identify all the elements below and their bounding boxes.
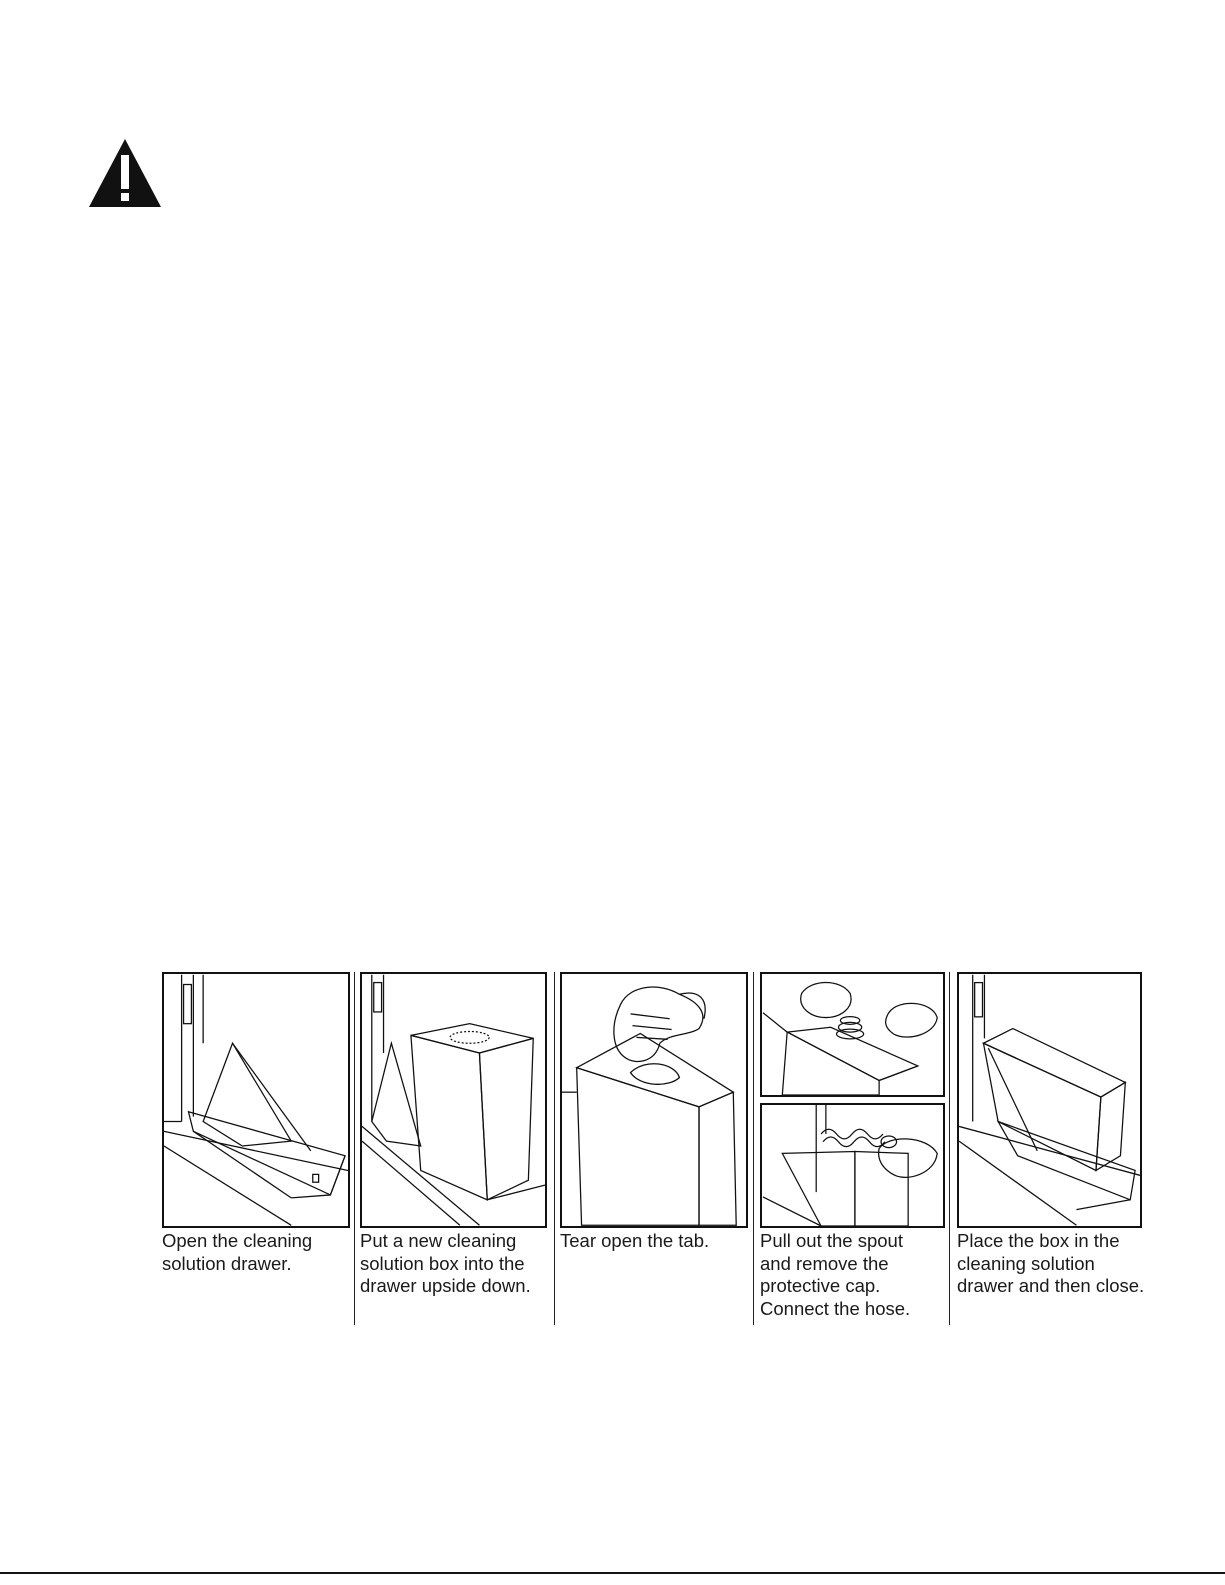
page-bottom-rule [0, 1572, 1225, 1574]
tear-tab-illustration [560, 972, 748, 1228]
step-caption: Pull out the spout and remove the protective cap. Connect the hose. [760, 1230, 911, 1319]
step-divider [753, 972, 754, 1325]
step-divider [554, 972, 555, 1325]
insert-box-illustration [360, 972, 547, 1228]
step-4 [757, 972, 947, 1330]
step-3 [558, 972, 748, 1330]
open-drawer-illustration [162, 972, 350, 1228]
connect-hose-illustration [760, 1103, 945, 1228]
step-1 [160, 972, 350, 1330]
warning-triangle-icon [87, 137, 163, 209]
cleaning-solution-steps [160, 972, 1155, 1330]
step-2 [359, 972, 549, 1330]
place-box-illustration [957, 972, 1142, 1228]
step-caption: Open the cleaning solution drawer. [162, 1230, 313, 1274]
step-caption: Place the box in the cleaning solution drawer and then close. [957, 1230, 1145, 1296]
step-caption: Tear open the tab. [560, 1230, 710, 1251]
step-5 [954, 972, 1154, 1330]
pull-spout-illustration [760, 972, 945, 1097]
step-divider [949, 972, 950, 1325]
step-divider [354, 972, 355, 1325]
step-caption: Put a new cleaning solution box into the drawer upside down. [360, 1230, 531, 1296]
